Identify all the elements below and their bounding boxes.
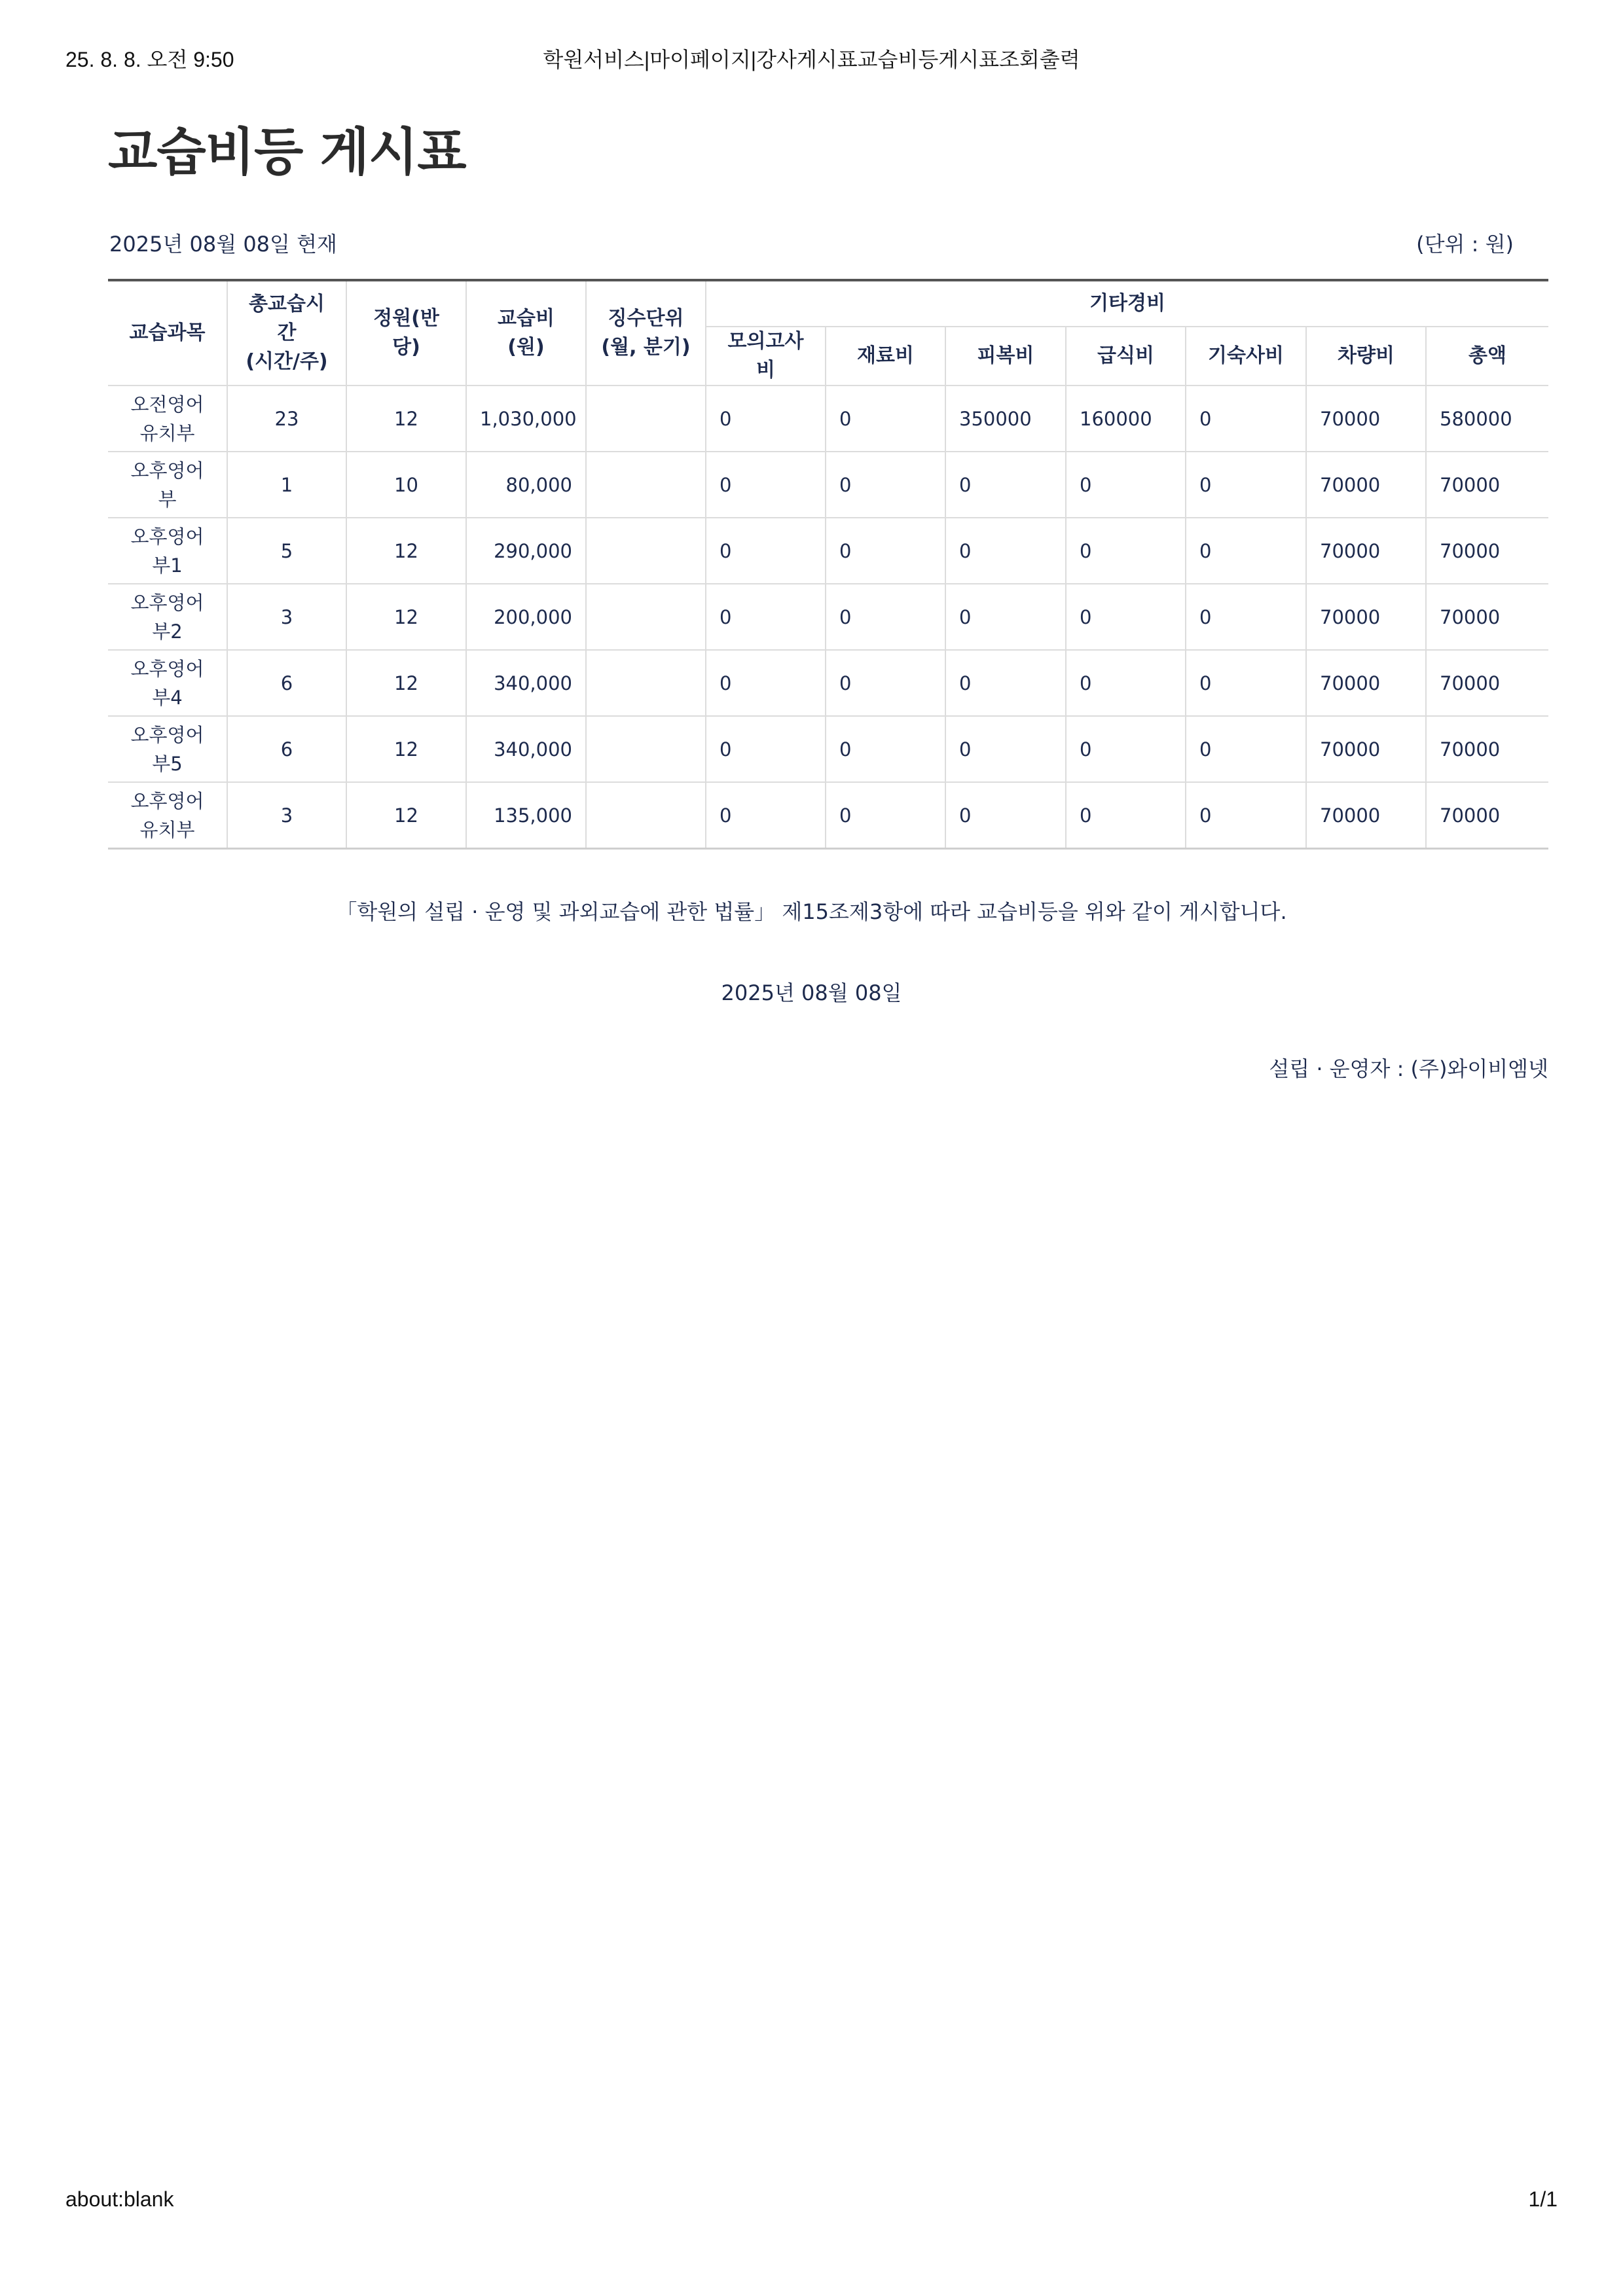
cell-mock-exam: 0	[706, 782, 826, 849]
cell-total: 580000	[1426, 386, 1548, 452]
cell-tuition: 200,000	[466, 584, 586, 650]
cell-total: 70000	[1426, 584, 1548, 650]
header-dormitory: 기숙사비	[1186, 327, 1306, 386]
cell-billing-unit	[586, 650, 706, 716]
header-hours: 총교습시간 (시간/주)	[227, 280, 346, 386]
header-billing-unit: 징수단위 (월, 분기)	[586, 280, 706, 386]
cell-clothing: 0	[945, 518, 1066, 584]
cell-meals: 0	[1066, 650, 1186, 716]
cell-tuition: 340,000	[466, 650, 586, 716]
cell-mock-exam: 0	[706, 716, 826, 782]
cell-hours: 1	[227, 452, 346, 518]
cell-total: 70000	[1426, 452, 1548, 518]
cell-dormitory: 0	[1186, 584, 1306, 650]
header-subject: 교습과목	[108, 280, 227, 386]
cell-capacity: 12	[346, 518, 466, 584]
unit-label: (단위 : 원)	[1416, 232, 1514, 257]
print-header	[65, 43, 1558, 72]
header-capacity: 정원(반당)	[346, 280, 466, 386]
cell-meals: 0	[1066, 716, 1186, 782]
cell-subject: 오후영어 부4	[108, 650, 227, 716]
cell-hours: 6	[227, 716, 346, 782]
print-timestamp: 25. 8. 8. 오전 9:50	[65, 48, 234, 71]
cell-meals: 0	[1066, 584, 1186, 650]
cell-clothing: 350000	[945, 386, 1066, 452]
cell-tuition: 135,000	[466, 782, 586, 849]
cell-clothing: 0	[945, 716, 1066, 782]
header-mock-exam: 모의고사비	[706, 327, 826, 386]
header-tuition: 교습비(원)	[466, 280, 586, 386]
cell-dormitory: 0	[1186, 518, 1306, 584]
cell-mock-exam: 0	[706, 386, 826, 452]
header-meals: 급식비	[1066, 327, 1186, 386]
table-row	[108, 716, 1548, 782]
cell-materials: 0	[826, 518, 945, 584]
cell-billing-unit	[586, 518, 706, 584]
cell-materials: 0	[826, 782, 945, 849]
cell-billing-unit	[586, 584, 706, 650]
cell-clothing: 0	[945, 650, 1066, 716]
cell-vehicle: 70000	[1306, 518, 1426, 584]
cell-subject: 오후영어 부	[108, 452, 227, 518]
print-footer	[65, 2187, 1558, 2216]
cell-vehicle: 70000	[1306, 782, 1426, 849]
cell-subject: 오전영어 유치부	[108, 386, 227, 452]
cell-dormitory: 0	[1186, 782, 1306, 849]
cell-materials: 0	[826, 386, 945, 452]
header-vehicle: 차량비	[1306, 327, 1426, 386]
meta-row	[109, 228, 1514, 257]
cell-capacity: 12	[346, 716, 466, 782]
header-clothing: 피복비	[945, 327, 1066, 386]
cell-vehicle: 70000	[1306, 650, 1426, 716]
cell-capacity: 12	[346, 584, 466, 650]
operator-label: 설립 · 운영자 : (주)와이비엠넷	[1269, 1056, 1548, 1081]
table-row	[108, 452, 1548, 518]
cell-mock-exam: 0	[706, 584, 826, 650]
as-of-date: 2025년 08월 08일 현재	[109, 232, 337, 257]
cell-dormitory: 0	[1186, 716, 1306, 782]
cell-total: 70000	[1426, 716, 1548, 782]
cell-billing-unit	[586, 782, 706, 849]
cell-tuition: 1,030,000	[466, 386, 586, 452]
cell-subject: 오후영어 유치부	[108, 782, 227, 849]
cell-hours: 23	[227, 386, 346, 452]
cell-dormitory: 0	[1186, 650, 1306, 716]
cell-tuition: 290,000	[466, 518, 586, 584]
cell-capacity: 12	[346, 650, 466, 716]
cell-subject: 오후영어 부2	[108, 584, 227, 650]
cell-mock-exam: 0	[706, 518, 826, 584]
cell-mock-exam: 0	[706, 452, 826, 518]
cell-tuition: 340,000	[466, 716, 586, 782]
cell-meals: 160000	[1066, 386, 1186, 452]
cell-hours: 3	[227, 584, 346, 650]
cell-meals: 0	[1066, 452, 1186, 518]
sign-date: 2025년 08월 08일	[721, 980, 902, 1005]
cell-subject: 오후영어 부1	[108, 518, 227, 584]
cell-subject: 오후영어 부5	[108, 716, 227, 782]
cell-billing-unit	[586, 716, 706, 782]
print-document-title: 학원서비스|마이페이지|강사게시표교습비등게시표조회출력	[543, 48, 1080, 71]
cell-clothing: 0	[945, 452, 1066, 518]
legal-notice: 「학원의 설립 · 운영 및 과외교습에 관한 법률」 제15조제3항에 따라 교습비등을 위와 같이 게시합니다.	[336, 899, 1287, 924]
cell-billing-unit	[586, 452, 706, 518]
print-page-number: 1/1	[1528, 2187, 1558, 2211]
cell-hours: 6	[227, 650, 346, 716]
cell-capacity: 12	[346, 386, 466, 452]
cell-materials: 0	[826, 452, 945, 518]
cell-materials: 0	[826, 650, 945, 716]
cell-vehicle: 70000	[1306, 452, 1426, 518]
cell-dormitory: 0	[1186, 386, 1306, 452]
cell-meals: 0	[1066, 782, 1186, 849]
header-other-expenses: 기타경비	[706, 280, 1548, 327]
header-total: 총액	[1426, 327, 1548, 386]
cell-vehicle: 70000	[1306, 584, 1426, 650]
cell-meals: 0	[1066, 518, 1186, 584]
print-url: about:blank	[65, 2187, 174, 2211]
cell-vehicle: 70000	[1306, 716, 1426, 782]
cell-billing-unit	[586, 386, 706, 452]
cell-capacity: 12	[346, 782, 466, 849]
fee-table	[108, 279, 1548, 850]
table-row	[108, 650, 1548, 716]
cell-total: 70000	[1426, 518, 1548, 584]
cell-materials: 0	[826, 716, 945, 782]
page-title: 교습비등 게시표	[108, 123, 466, 182]
cell-tuition: 80,000	[466, 452, 586, 518]
cell-materials: 0	[826, 584, 945, 650]
cell-mock-exam: 0	[706, 650, 826, 716]
header-materials: 재료비	[826, 327, 945, 386]
cell-hours: 5	[227, 518, 346, 584]
cell-vehicle: 70000	[1306, 386, 1426, 452]
cell-clothing: 0	[945, 782, 1066, 849]
cell-dormitory: 0	[1186, 452, 1306, 518]
cell-hours: 3	[227, 782, 346, 849]
table-row	[108, 782, 1548, 849]
table-row	[108, 518, 1548, 584]
table-row	[108, 584, 1548, 650]
table-row	[108, 386, 1548, 452]
cell-capacity: 10	[346, 452, 466, 518]
cell-clothing: 0	[945, 584, 1066, 650]
cell-total: 70000	[1426, 650, 1548, 716]
cell-total: 70000	[1426, 782, 1548, 849]
